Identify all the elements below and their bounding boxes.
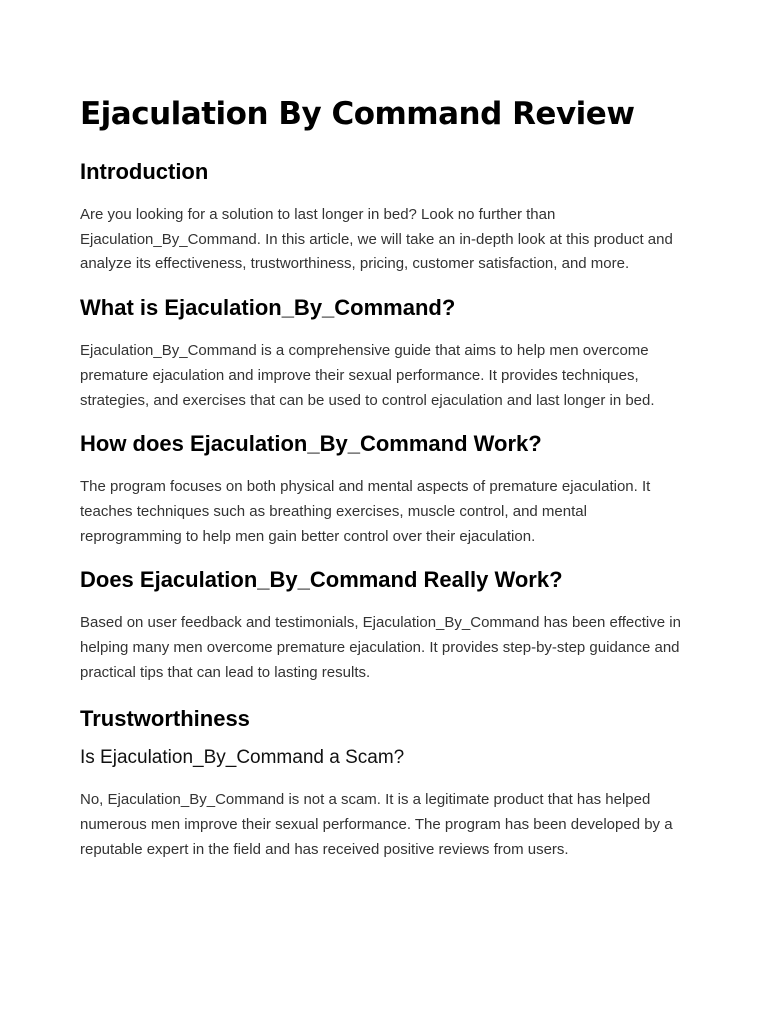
section-paragraph: No, Ejaculation_By_Command is not a scam. It is a legitimate product that has helped numerous men improve their sexual performance. The program has been developed by a reputable expert in the field and has received positive reviews from users.: [80, 791, 673, 858]
section-heading: How does Ejaculation_By_Command Work?: [80, 431, 542, 457]
section-heading: Introduction: [80, 159, 209, 184]
section-does-it-work: [80, 565, 692, 685]
section-introduction: [80, 157, 692, 277]
section-what-is: [80, 293, 692, 413]
section-paragraph: Ejaculation_By_Command is a comprehensive guide that aims to help men overcome premature ejaculation and improve their sexual performance. It provides techniques, strategies, and exercises that can be used to control ejaculation and last longer in bed.: [80, 342, 655, 409]
page-title: Ejaculation By Command Review: [80, 96, 635, 132]
section-paragraph: The program focuses on both physical and mental aspects of premature ejaculation. It teaches techniques such as breathing exercises, muscle control, and mental reprogramming to help men gain better control over their ejaculation.: [80, 478, 651, 545]
section-how-it-works: [80, 429, 692, 549]
section-paragraph: Based on user feedback and testimonials, Ejaculation_By_Command has been effective in helping many men overcome premature ejaculation. It provides step-by-step guidance and practical tips that can lead to lasting results.: [80, 614, 681, 681]
section-heading: Trustworthiness: [80, 706, 250, 732]
section-heading: What is Ejaculation_By_Command?: [80, 295, 456, 321]
section-subheading: Is Ejaculation_By_Command a Scam?: [80, 747, 405, 769]
section-heading: Does Ejaculation_By_Command Really Work?: [80, 567, 563, 593]
article: [80, 92, 692, 863]
section-trustworthiness: [80, 704, 692, 862]
section-paragraph: Are you looking for a solution to last longer in bed? Look no further than Ejaculation_By_Command. In this article, we will take an in-depth look at this product and analyze its effectiveness, trustworthiness, pricing, customer satisfaction, and more.: [80, 206, 673, 273]
